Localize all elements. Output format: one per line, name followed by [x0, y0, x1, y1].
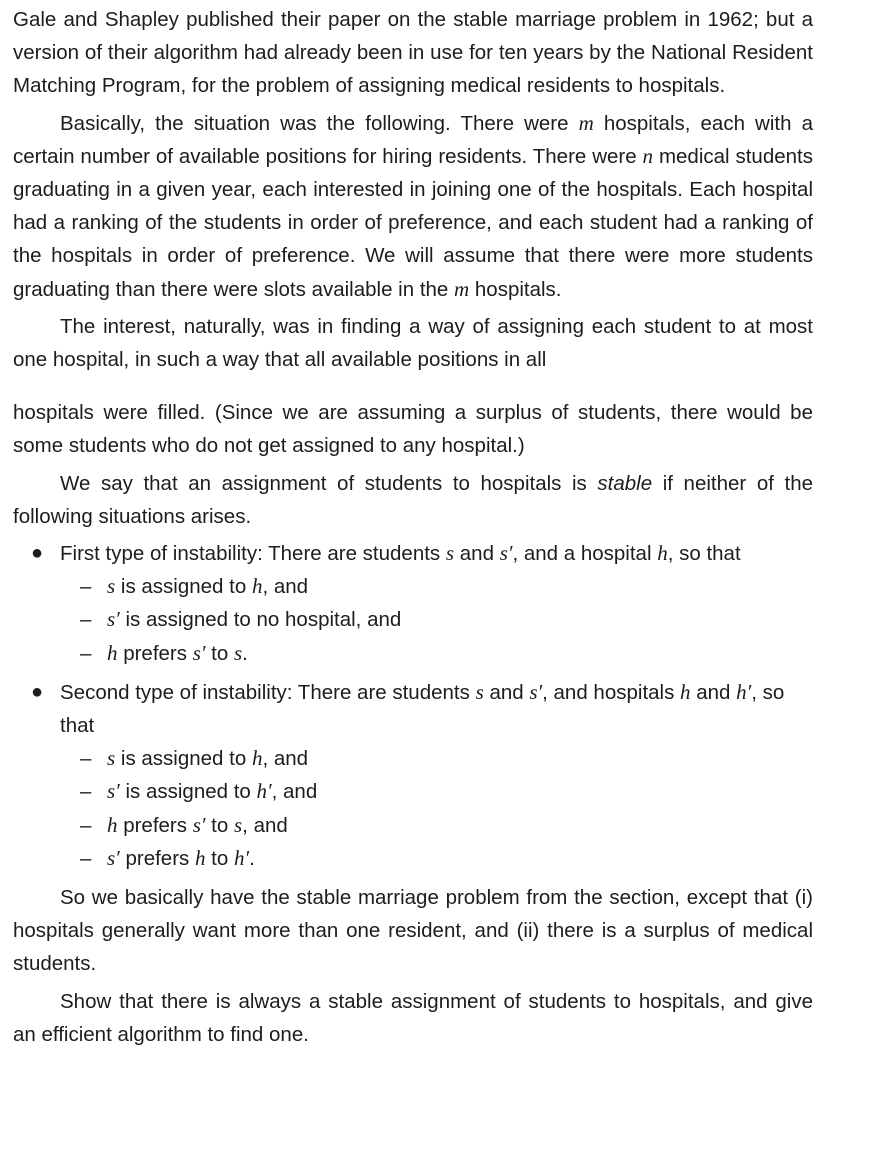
math-variable: h [680, 679, 691, 704]
text-run: and [690, 680, 737, 704]
math-variable: s′ [192, 640, 206, 665]
sub-list-item [60, 637, 813, 670]
sub-list-item [60, 809, 813, 842]
math-variable: s [475, 679, 484, 704]
sub-list-item [60, 842, 813, 875]
math-variable: s′ [192, 812, 206, 837]
text-run: , and [262, 575, 309, 599]
paragraph-interest-part1 [13, 310, 813, 376]
math-variable: s′ [107, 779, 120, 804]
dash-icon: – [80, 813, 92, 837]
text-run: is assigned to no hospital, and [119, 608, 402, 632]
math-variable: h′ [736, 679, 752, 704]
math-variable: h′ [233, 845, 250, 870]
math-variable: s [233, 640, 243, 665]
math-variable: h [657, 541, 668, 566]
paragraph-interest-part2 [13, 396, 813, 462]
text-run: is assigned to [115, 575, 252, 599]
text-run: Basically, the situation was the following. There were [60, 111, 579, 135]
math-variable: h [107, 812, 118, 837]
math-variable: h′ [256, 779, 272, 804]
math-variable: s′ [529, 679, 543, 704]
text-run: to [205, 846, 234, 870]
sub-list-item [60, 603, 813, 636]
text-run: medical students graduating in a given year, each interested in joining one of the hospitals. Each hospital had a ranking of the students in order of preference, and each student had a ranking of the hospitals in order of preference. We will assume that there were more students graduating than there were slots available in the [13, 144, 813, 301]
math-variable: s [107, 746, 116, 771]
text-run: , and a hospital [512, 542, 658, 566]
text-run: Gale and Shapley published their paper on the stable marriage problem in 1962; but a version of their algorithm had already been in use for ten years by the National Resident Matching Program, for the problem of assigning medical residents to hospitals. [13, 8, 813, 98]
paragraph-intro [13, 3, 813, 103]
bullet-icon: ● [31, 542, 44, 565]
text-run: So we basically have the stable marriage problem from the section, except that (i) hospitals generally want more than one resident, and (ii) there is a surplus of medical students. [13, 886, 813, 976]
math-variable: m [454, 276, 470, 301]
text-run: prefers [117, 813, 193, 837]
sub-list [60, 742, 813, 875]
text-run: . [242, 641, 248, 665]
dash-icon: – [80, 747, 92, 771]
text-run: hospitals, each with a certain number of available positions for hiring residents. There were [13, 111, 813, 168]
sub-list-item [60, 742, 813, 775]
paragraph-situation [13, 107, 813, 306]
paragraph-stable-definition [13, 467, 813, 533]
paragraph-task [13, 985, 813, 1051]
instability-list [13, 537, 813, 875]
text-run: , and hospitals [542, 680, 681, 704]
math-variable: h [251, 746, 263, 771]
math-variable: n [642, 143, 654, 168]
dash-icon: – [80, 780, 92, 804]
dash-icon: – [80, 846, 92, 870]
math-variable: s [107, 574, 116, 599]
text-run: to [205, 641, 234, 665]
text-run: prefers [117, 641, 193, 665]
list-item-first-instability [13, 537, 813, 670]
text-run: if neither of the following situations arises. [13, 471, 814, 528]
list-item-second-instability [13, 676, 813, 875]
math-variable: m [578, 110, 594, 135]
text-run: and [483, 680, 530, 704]
text-run: prefers [119, 846, 195, 870]
text-run: and [454, 542, 500, 566]
text-run: We say that an assignment of students to hospitals is [60, 471, 598, 495]
math-variable: s′ [499, 541, 513, 566]
document-page [13, 3, 813, 1051]
page-gap [13, 376, 813, 396]
sub-list [60, 570, 813, 670]
text-run: The interest, naturally, was in finding a way of assigning each student to at most one hospital, in such a way that all available positions in all [13, 314, 813, 372]
text-run: hospitals were filled. (Since we are assuming a surplus of students, there would be some students who do not get assigned to any hospital.) [13, 401, 813, 458]
paragraph-summary [13, 881, 813, 981]
sub-list-item [60, 570, 813, 603]
text-run: , so that [667, 542, 741, 566]
bullet-icon: ● [31, 680, 44, 703]
math-variable: h [107, 640, 118, 665]
text-run: First type of instability: There are students [60, 542, 446, 566]
dash-icon: – [80, 641, 92, 665]
math-variable: h [194, 845, 206, 870]
math-variable: s′ [107, 845, 120, 870]
sub-list-item [60, 775, 813, 808]
math-variable: s [445, 541, 455, 566]
text-run: . [249, 846, 255, 870]
text-run: Second type of instability: There are students [60, 680, 476, 704]
dash-icon: – [80, 608, 92, 632]
math-variable: h [251, 574, 263, 599]
math-variable: s′ [107, 607, 120, 632]
text-run: , and [262, 747, 309, 771]
text-run: , and [242, 813, 288, 837]
text-run: , and [271, 780, 318, 804]
text-run: hospitals. [469, 277, 562, 301]
text-run: is assigned to [119, 780, 257, 804]
defined-term: stable [597, 471, 653, 495]
dash-icon: – [80, 575, 92, 599]
text-run: to [205, 813, 234, 837]
math-variable: s [233, 812, 243, 837]
text-run: Show that there is always a stable assignment of students to hospitals, and give an efficient algorithm to find one. [13, 989, 813, 1046]
text-run: is assigned to [115, 747, 252, 771]
text-run: , so that [60, 680, 785, 738]
